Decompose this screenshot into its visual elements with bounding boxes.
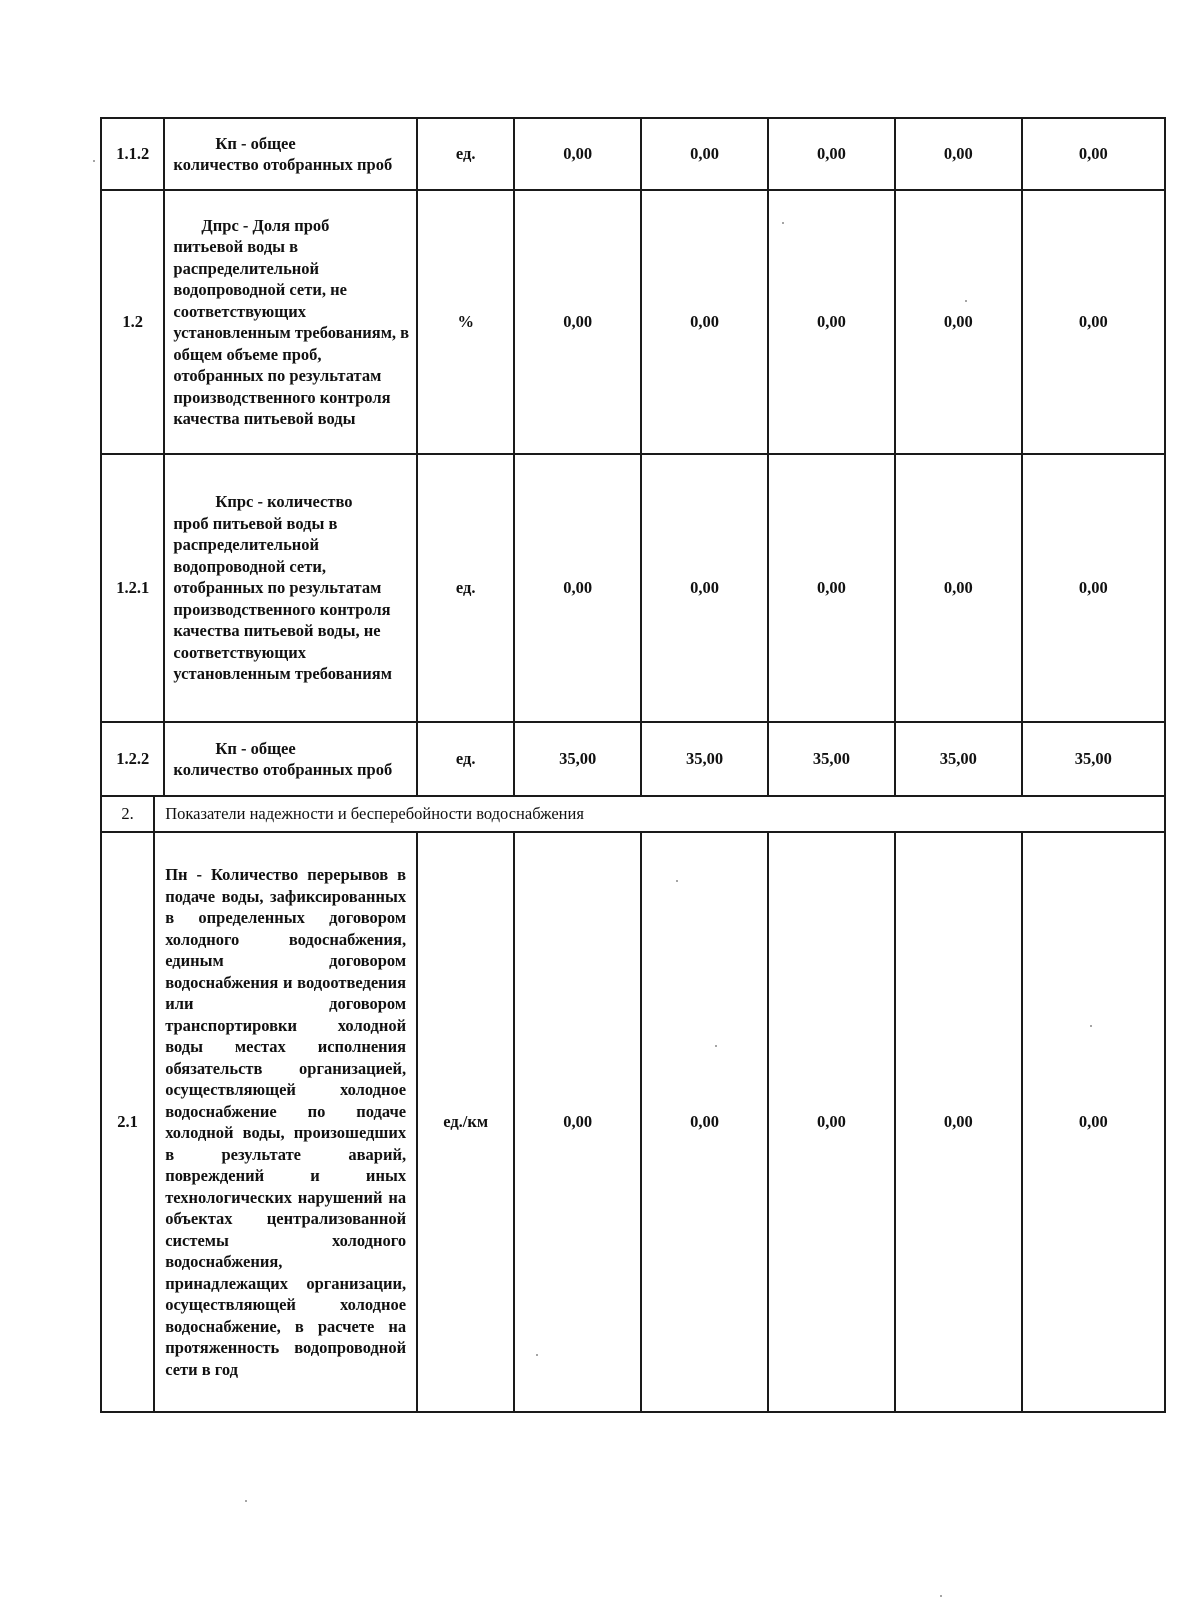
value-cell: 0,00 <box>641 118 768 190</box>
table-row <box>101 118 1165 190</box>
scan-speck <box>93 160 95 162</box>
value-cell: 0,00 <box>1022 118 1165 190</box>
scan-speck <box>536 1354 538 1356</box>
indicators-table <box>100 117 1166 1413</box>
unit-cell: ед./км <box>417 832 514 1412</box>
scan-speck <box>782 222 784 224</box>
value-cell: 0,00 <box>768 118 895 190</box>
row-number: 1.2 <box>101 190 164 454</box>
section-number: 2. <box>101 796 154 832</box>
value-cell: 0,00 <box>895 118 1022 190</box>
value-cell: 0,00 <box>641 454 768 722</box>
scan-speck <box>676 880 678 882</box>
scan-speck <box>940 1595 942 1597</box>
table-row <box>101 722 1165 796</box>
indicator-name-rest: питьевой воды в распределительной водопроводной сети, не соответствующих установленным требованиям, в общем объеме проб, отобранных по результатам производственного контроля качества питьевой воды <box>173 237 410 428</box>
section-title: Показатели надежности и бесперебойности водоснабжения <box>154 796 1165 832</box>
row-number: 2.1 <box>101 832 154 1412</box>
indicator-name-first: Кп - общее <box>215 738 296 758</box>
value-cell: 0,00 <box>768 454 895 722</box>
row-number: 1.2.1 <box>101 454 164 722</box>
scan-speck <box>245 1500 247 1502</box>
value-cell: 0,00 <box>768 832 895 1412</box>
value-cell: 0,00 <box>514 118 641 190</box>
unit-cell: ед. <box>417 722 514 796</box>
value-cell: 0,00 <box>1022 190 1165 454</box>
value-cell: 0,00 <box>514 190 641 454</box>
indicator-name <box>164 118 417 190</box>
value-cell: 0,00 <box>1022 454 1165 722</box>
value-cell: 0,00 <box>895 454 1022 722</box>
indicator-name: Пн - Количество перерывов в подаче воды, зафиксированных в определенных договором холодного водоснабжения, единым договором водоснабжения и водоотведения или договором транспортировки холодной воды местах исполнения обязательств организацией, осуществляющей холодное водоснабжение по подаче холодной воды, произошедших в результате аварий, повреждений и иных технологических нарушений на объектах централизованной системы холодного водоснабжения, принадлежащих организации, осуществляющей холодное водоснабжение, в расчете на протяженность водопроводной сети в год <box>154 832 417 1412</box>
section-row <box>101 796 1165 832</box>
table-row <box>101 832 1165 1412</box>
indicator-name-first: Дпрс - Доля проб <box>201 215 330 235</box>
value-cell: 0,00 <box>895 832 1022 1412</box>
row-number: 1.2.2 <box>101 722 164 796</box>
unit-cell: % <box>417 190 514 454</box>
value-cell: 35,00 <box>1022 722 1165 796</box>
indicator-name-first: Кпрс - количество <box>215 492 353 512</box>
indicator-name <box>164 454 417 722</box>
value-cell: 0,00 <box>641 190 768 454</box>
table-row <box>101 454 1165 722</box>
indicator-name-first: Кп - общее <box>215 133 296 153</box>
scan-speck <box>1090 1025 1092 1027</box>
value-cell: 35,00 <box>768 722 895 796</box>
indicator-name-rest: количество отобранных проб <box>173 760 393 779</box>
scan-speck <box>715 1045 717 1047</box>
value-cell: 0,00 <box>514 454 641 722</box>
value-cell: 35,00 <box>641 722 768 796</box>
unit-cell: ед. <box>417 454 514 722</box>
table-row <box>101 190 1165 454</box>
indicator-name <box>164 722 417 796</box>
indicator-name-rest: проб питьевой воды в распределительной водопроводной сети, отобранных по результатам производственного контроля качества питьевой воды, не соответствующих установленным требованиям <box>173 513 392 684</box>
value-cell: 0,00 <box>641 832 768 1412</box>
indicator-name-rest: количество отобранных проб <box>173 155 393 174</box>
unit-cell: ед. <box>417 118 514 190</box>
scan-speck <box>965 300 967 302</box>
value-cell: 0,00 <box>768 190 895 454</box>
indicator-name <box>164 190 417 454</box>
row-number: 1.1.2 <box>101 118 164 190</box>
value-cell: 0,00 <box>514 832 641 1412</box>
value-cell: 35,00 <box>895 722 1022 796</box>
value-cell: 0,00 <box>895 190 1022 454</box>
value-cell: 0,00 <box>1022 832 1165 1412</box>
value-cell: 35,00 <box>514 722 641 796</box>
